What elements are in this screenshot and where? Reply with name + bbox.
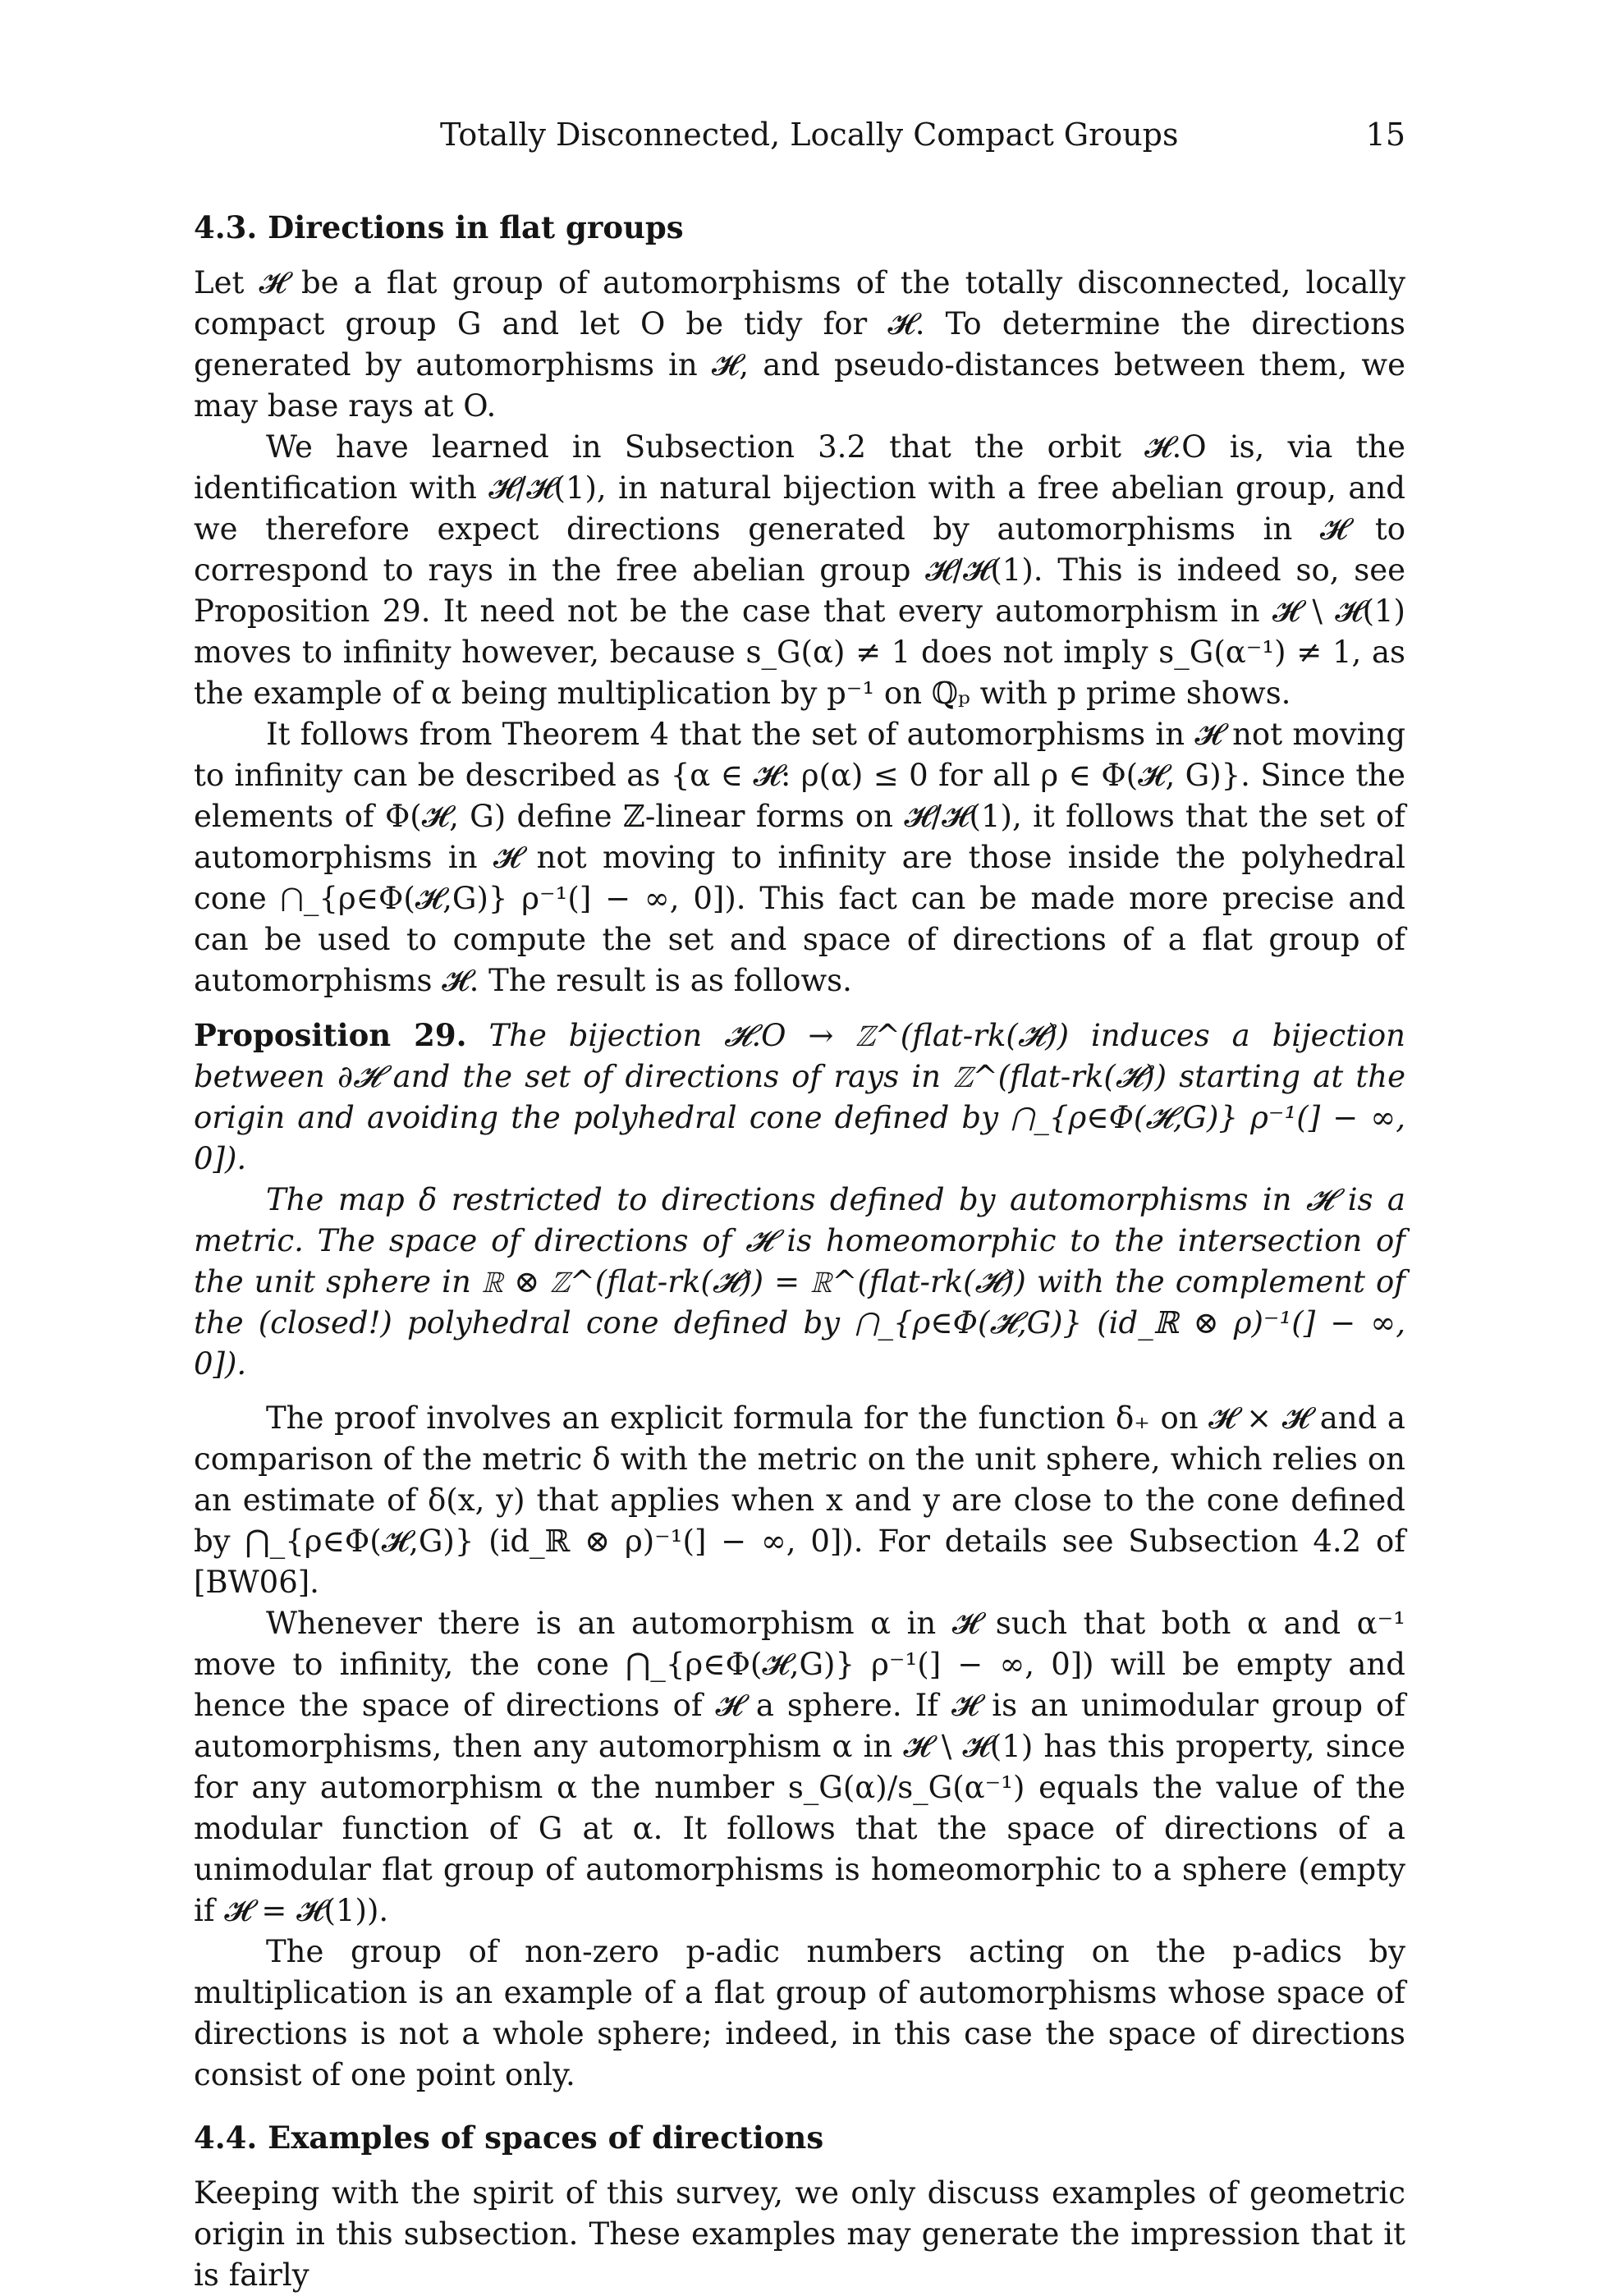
paragraph: Keeping with the spirit of this survey, we only discuss examples of geometric origin in this subsection. These examples may generate the impression that it is fairly <box>194 2175 1405 2293</box>
body-text <box>194 207 1405 2296</box>
paragraph: Whenever there is an automorphism α in 𝓗 such that both α and α⁻¹ move to infinity, the cone ⋂_{ρ∈Φ(𝓗,G)} ρ⁻¹(] − ∞, 0]) will be empty and hence the space of directions of 𝓗 a sphere. If 𝓗 is an unimodular group of automorphisms, then any automorphism α in 𝓗 \ 𝓗(1) has this property, since for any automorphism α the number s_G(α)/s_G(α⁻¹) equals the value of the modular function of G at α. It follows that the space of directions of a unimodular flat group of automorphisms is homeomorphic to a sphere (empty if 𝓗 = 𝓗(1)). <box>194 1606 1405 1928</box>
proposition-statement: The map δ restricted to directions defined by automorphisms in 𝓗 is a metric. The space of directions of 𝓗 is homeomorphic to the intersection of the unit sphere in ℝ ⊗ ℤ^(flat-rk(𝓗)) = ℝ^(flat-rk(𝓗)) with the complement of the (closed!) polyhedral cone defined by ⋂_{ρ∈Φ(𝓗,G)} (id_ℝ ⊗ ρ)⁻¹(] − ∞, 0]). <box>194 1182 1405 1382</box>
paragraph: The group of non-zero p-adic numbers acting on the p-adics by multiplication is an example of a flat group of automorphisms whose space of directions is not a whole sphere; indeed, in this case the space of directions consist of one point only. <box>194 1934 1405 2092</box>
proposition-statement: The bijection 𝓗.O → ℤ^(flat-rk(𝓗)) induces a bijection between ∂𝓗 and the set of directions of rays in ℤ^(flat-rk(𝓗)) starting at the origin and avoiding the polyhedral cone defined by ⋂_{ρ∈Φ(𝓗,G)} ρ⁻¹(] − ∞, 0]). <box>194 1018 1405 1176</box>
paragraph: Let 𝓗 be a flat group of automorphisms of the totally disconnected, locally compact group G and let O be tidy for 𝓗. To determine the directions generated by automorphisms in 𝓗, and pseudo-distances between them, we may base rays at O. <box>194 265 1405 424</box>
page-number: 15 <box>1365 117 1405 153</box>
paragraph: The proof involves an explicit formula for the function δ₊ on 𝓗 × 𝓗 and a comparison of the metric δ with the metric on the unit sphere, which relies on an estimate of δ(x, y) that applies when x and y are close to the cone defined by ⋂_{ρ∈Φ(𝓗,G)} (id_ℝ ⊗ ρ)⁻¹(] − ∞, 0]). For details see Subsection 4.2 of [BW06]. <box>194 1400 1405 1600</box>
section-heading: 4.4. Examples of spaces of directions <box>194 2120 824 2156</box>
proposition-29 <box>194 1015 1405 1385</box>
paragraph: We have learned in Subsection 3.2 that the orbit 𝓗.O is, via the identification with 𝓗/𝓗(1), in natural bijection with a free abelian group, and we therefore expect directions generated by automorphisms in 𝓗 to correspond to rays in the free abelian group 𝓗/𝓗(1). This is indeed so, see Proposition 29. It need not be the case that every automorphism in 𝓗 \ 𝓗(1) moves to infinity however, because s_G(α) ≠ 1 does not imply s_G(α⁻¹) ≠ 1, as the example of α being multiplication by p⁻¹ on ℚₚ with p prime shows. <box>194 429 1405 711</box>
section-heading: 4.3. Directions in flat groups <box>194 209 684 245</box>
paragraph: It follows from Theorem 4 that the set of automorphisms in 𝓗 not moving to infinity can be described as {α ∈ 𝓗: ρ(α) ≤ 0 for all ρ ∈ Φ(𝓗, G)}. Since the elements of Φ(𝓗, G) define ℤ-linear forms on 𝓗/𝓗(1), it follows that the set of automorphisms in 𝓗 not moving to infinity are those inside the polyhedral cone ⋂_{ρ∈Φ(𝓗,G)} ρ⁻¹(] − ∞, 0]). This fact can be made more precise and can be used to compute the set and space of directions of a flat group of automorphisms 𝓗. The result is as follows. <box>194 717 1405 998</box>
running-title: Totally Disconnected, Locally Compact Groups <box>440 117 1179 153</box>
running-head <box>194 110 1405 159</box>
proposition-label: Proposition 29. <box>194 1017 467 1053</box>
